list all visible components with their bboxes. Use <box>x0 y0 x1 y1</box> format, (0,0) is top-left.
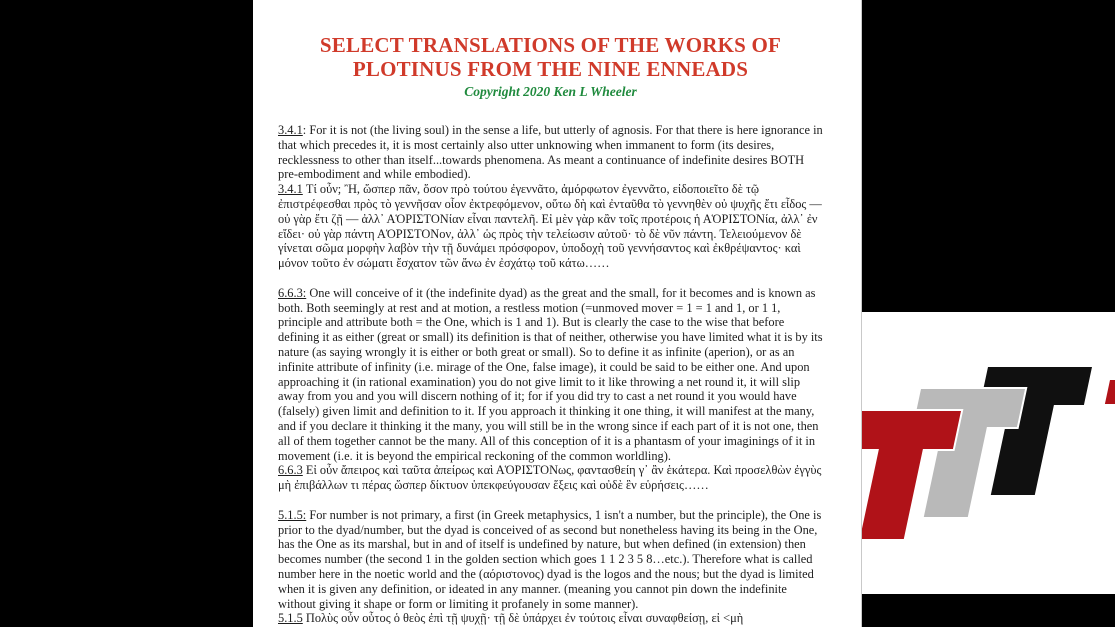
title-line-1: SELECT TRANSLATIONS OF THE WORKS OF <box>319 33 782 57</box>
section-ref: 6.6.3: <box>278 285 307 300</box>
section-ref: 5.1.5 <box>278 611 303 626</box>
right-white-band <box>862 312 1115 594</box>
document-title <box>278 34 823 81</box>
copyright-line: Copyright 2020 Ken L Wheeler <box>464 84 637 99</box>
section-ref: 3.4.1 <box>278 182 303 197</box>
section-ref: 6.6.3 <box>278 463 303 478</box>
title-line-2: PLOTINUS FROM THE NINE ENNEADS <box>352 56 749 81</box>
section-ref: 3.4.1 <box>278 123 303 137</box>
passage-3-4-1: 3.4.1: For it is not (the living soul) in the sense a life, but utterly of agnosis. For that there is here ignorance in that which precedes it, it is most certainly also utter unknowing when immanent to form (its desires, recklessness to other than itself...towards phenomena. As meant a continuance of indefinite desires BOTH pre-embodiment and while embodied). 3.4.1 Τί οὖν; Ἢ, ὥσπερ πᾶν, ὅσον πρὸ τούτου ἐγεννᾶτο, ἀμόρφωτον ἐγεννᾶτο, εἰδοποιεῖτο δὲ τῷ ἐπιστρέφεσθαι πρὸς τὸ γεννῆσαν οἷον ἐκτρεφόμενον, οὕτω δὴ καὶ ἐνταῦθα τὸ γεννηθὲν οὐ ψυχῆς ἔτι εἶδος — οὐ γὰρ ἔτι ζῇ — ἀλλ᾽ ΑὉΡΙΣΤΟΝίαν εἶναι παντελῆ. Εἰ μὲν γὰρ κἂν τοῖς προτέροις ἡ ΑὉΡΙΣΤΟΝία, ἀλλ᾽ ἐν εἴδει· οὐ γὰρ πάντη ΑὉΡΙΣΤΟΝον, ἀλλ᾽ ὡς πρὸς τὴν τελείωσιν αὐτοῦ· τὸ δὲ νῦν πάντη. Τελειούμενον δὲ γίνεται σῶμα μορφὴν λαβὸν τὴν τῇ δυνάμει πρόσφορον, ὑποδοχὴ τοῦ γεννήσαντος καὶ ἐκθρέψαντος· καὶ μόνον τοῦτο ἐν σώματι ἔσχατον τῶν ἄνω ἐν ἐσχάτῳ τοῦ κάτω…… <box>278 123 823 271</box>
passage-5-1-5: 5.1.5: For number is not primary, a first (in Greek metaphysics, 1 isn't a number, but the principle), the One is prior to the dyad/number, but the dyad is conceived of as second but nonetheless having its being in the One, has the One as its marshal, but in and of itself is undefined by nature, but when defined (in extension) then becomes number (the second 1 in the golden section which goes 1 1 2 3 5 8…etc.). Therefore what is called number here in the noetic world and the (αόριστονος) dyad is the logos and the nous; but the dyad is limited when it is given any definition, or ideated in any manner. (meaning you cannot pin down the indefinite without giving it shape or form or limiting it profanely in some manner). 5.1.5 Πολὺς οὖν οὗτος ὁ θεὸς ἐπὶ τῇ ψυχῇ· τῇ δὲ ὑπάρχει ἐν τούτοις εἶναι συναφθείσῃ, εἰ <μὴ <box>278 507 822 626</box>
passage-6-6-3: 6.6.3: One will conceive of it (the indefinite dyad) as the great and the small, for it becomes and is known as both. Both seemingly at rest and at motion, a restless motion (=unmoved mover = 1 = 1 and 1, or 1 1, principle and attribute both = the One, which is 1 and 1). But is clearly the case to the wise that before defining it as either (great or small) its definition is that of neither, otherwise you have limited what it is by its nature (as saying wrongly it is either or both great or small). So to define it as infinite (aperion), or as an infinite attribute of infinity (i.e. mirage of the One, false image), it could be said to be either one. And upon approaching it (in rational examination) you do not give limit to it like throwing a net round it, it will slip away from you and you will discern nothing of it; for if you did try to cast a net round it you would have (falsely) given limit and definition to it. If you approach it thinking it one thing, it will manifest at the many, and if you declare it thinking it the many, you will still be in the wrong since if each part of it is not one, then all of them together cannot be the many. All of this conception of it is a phantasm of your imaginings of it in movement (i.e. it is beyond the empirical reckoning of the common worldling). 6.6.3 Εἰ οὖν ἄπειρος καὶ ταῦτα ἀπείρως καὶ ΑὉΡΙΣΤΟΝως, φαντασθείη γ᾽ ἂν ἑκάτερα. Καὶ προσελθὼν ἐγγὺς μὴ ἐπιβάλλων τι πέρας ὥσπερ δίκτυον ὑπεκφεύγουσαν ἕξεις καὶ οὐδὲ ἓν εὑρήσεις…… <box>278 285 823 493</box>
document-body <box>278 123 823 626</box>
document-page <box>253 0 862 627</box>
right-bottom-black-band <box>862 594 1115 627</box>
right-top-black-band <box>862 0 1115 312</box>
section-ref: 5.1.5: <box>278 507 307 522</box>
logo-red-fragment <box>1105 380 1115 404</box>
triple-t-logo <box>862 312 1115 594</box>
